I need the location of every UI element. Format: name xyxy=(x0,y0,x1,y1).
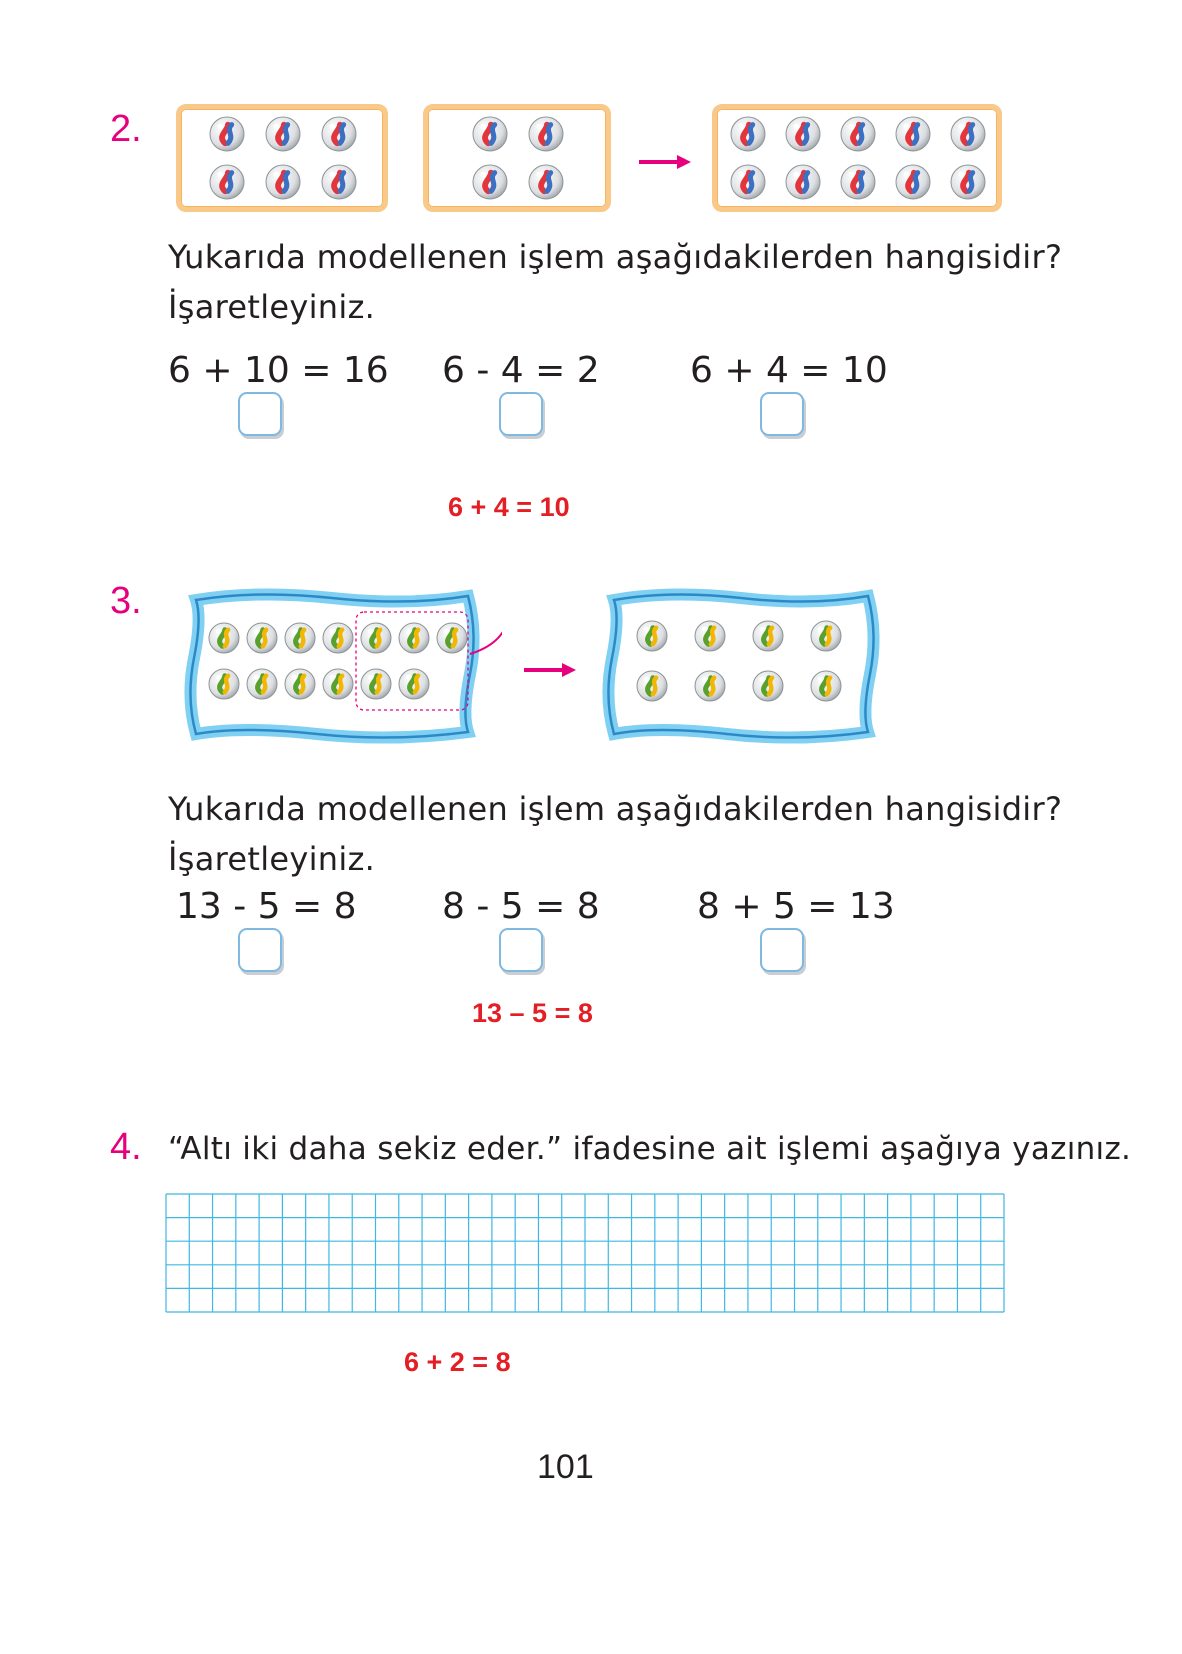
marble-icon xyxy=(210,165,244,199)
marble-icon xyxy=(731,117,765,151)
q3-option-1: 13 - 5 = 8 xyxy=(176,886,357,927)
marble-icon xyxy=(786,165,820,199)
writing-grid[interactable] xyxy=(164,1192,1006,1314)
marble-icon xyxy=(399,623,429,653)
q3-option-2: 8 - 5 = 8 xyxy=(442,886,600,927)
marble-icon xyxy=(473,165,507,199)
marble-icon xyxy=(529,117,563,151)
marble-icon xyxy=(695,621,725,651)
marble-icon xyxy=(841,165,875,199)
marble-icon xyxy=(437,623,467,653)
marble-icon xyxy=(841,117,875,151)
marble-icon xyxy=(811,621,841,651)
marble-group-left xyxy=(176,104,388,212)
marble-icon xyxy=(529,165,563,199)
q2-option-3-checkbox[interactable] xyxy=(760,392,804,436)
marble-icon xyxy=(637,671,667,701)
marble-icon xyxy=(247,623,277,653)
page-number: 101 xyxy=(537,1448,594,1486)
q3-option-1-checkbox[interactable] xyxy=(238,928,282,972)
marble-icon xyxy=(322,117,356,151)
marble-icon xyxy=(247,669,277,699)
marble-icon xyxy=(209,623,239,653)
marble-icon xyxy=(896,165,930,199)
arrow-right-icon xyxy=(522,660,578,680)
marble-icon xyxy=(285,623,315,653)
marble-icon xyxy=(731,165,765,199)
marble-icon xyxy=(361,623,391,653)
marble-icon xyxy=(361,669,391,699)
question-4-number: 4. xyxy=(110,1126,142,1168)
marble-group-result xyxy=(712,104,1002,212)
question-3-number: 3. xyxy=(110,580,142,622)
marble-icon xyxy=(695,671,725,701)
marble-icon xyxy=(473,117,507,151)
q3-question: Yukarıda modellenen işlem aşağıdakilerden hangisidir? xyxy=(168,790,1063,828)
marble-icon xyxy=(753,621,783,651)
marble-icon xyxy=(322,165,356,199)
q2-option-1-checkbox[interactable] xyxy=(238,392,282,436)
marble-icon xyxy=(896,117,930,151)
marble-icon xyxy=(399,669,429,699)
marble-icon xyxy=(266,117,300,151)
q3-option-2-checkbox[interactable] xyxy=(499,928,543,972)
q3-option-3: 8 + 5 = 13 xyxy=(697,886,895,927)
q2-option-3: 6 + 4 = 10 xyxy=(690,350,888,391)
q2-option-1: 6 + 10 = 16 xyxy=(168,350,389,391)
marble-icon xyxy=(323,669,353,699)
q2-option-2-checkbox[interactable] xyxy=(499,392,543,436)
q2-option-2: 6 - 4 = 2 xyxy=(442,350,600,391)
q2-question: Yukarıda modellenen işlem aşağıdakilerden hangisidir? xyxy=(168,238,1063,276)
q3-answer: 13 – 5 = 8 xyxy=(472,998,593,1028)
marble-icon xyxy=(323,623,353,653)
q3-option-3-checkbox[interactable] xyxy=(760,928,804,972)
water-frame-result xyxy=(600,586,886,752)
marble-icon xyxy=(951,165,985,199)
question-2-number: 2. xyxy=(110,108,142,150)
marble-icon xyxy=(786,117,820,151)
marble-icon xyxy=(285,669,315,699)
q2-instruction: İşaretleyiniz. xyxy=(168,288,376,326)
marble-group-middle xyxy=(423,104,611,212)
marble-icon xyxy=(266,165,300,199)
q3-instruction: İşaretleyiniz. xyxy=(168,840,376,878)
marble-icon xyxy=(951,117,985,151)
marble-icon xyxy=(753,671,783,701)
marble-icon xyxy=(637,621,667,651)
water-frame-start xyxy=(182,586,502,752)
arrow-right-icon xyxy=(637,152,693,172)
marble-icon xyxy=(811,671,841,701)
marble-icon xyxy=(210,117,244,151)
q4-answer: 6 + 2 = 8 xyxy=(404,1347,511,1377)
q2-answer: 6 + 4 = 10 xyxy=(448,492,570,522)
q4-question: “Altı iki daha sekiz eder.” ifadesine ait işlemi aşağıya yazınız. xyxy=(168,1131,1132,1167)
marble-icon xyxy=(209,669,239,699)
